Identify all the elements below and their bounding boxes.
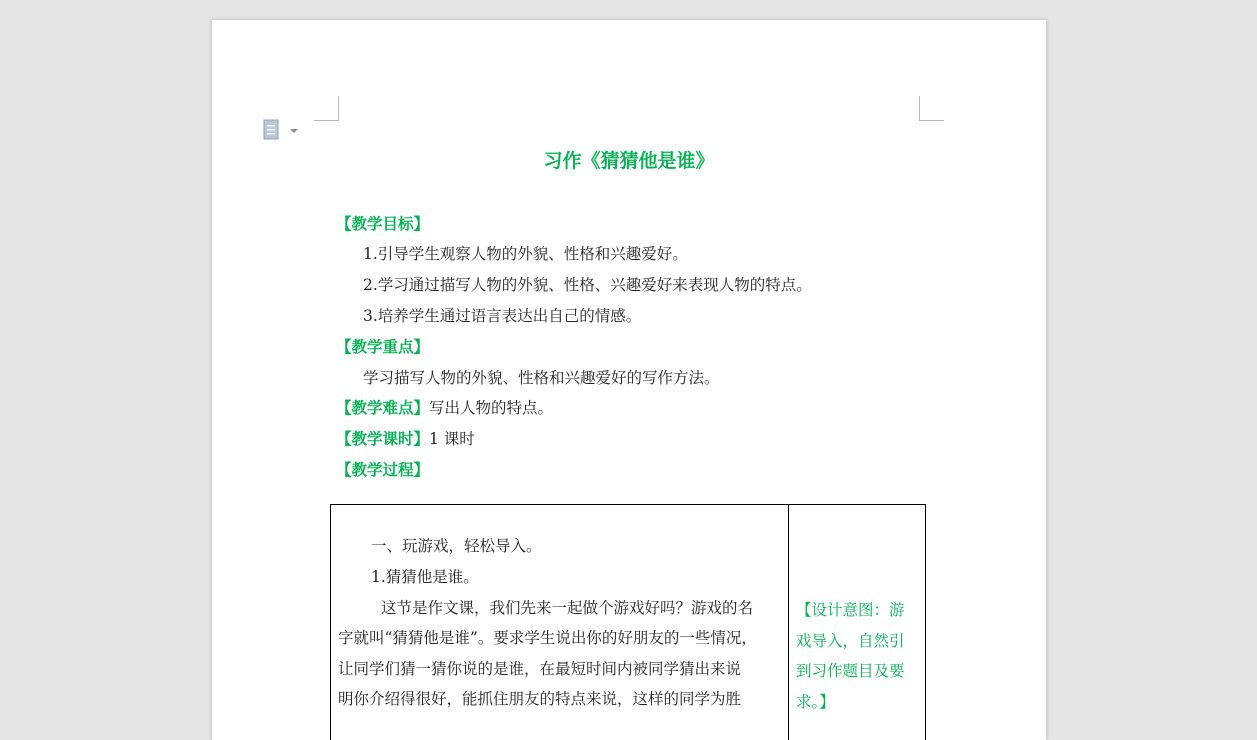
hours-heading: 【教学课时】 [336, 429, 430, 448]
design-intent-note: 【设计意图：游戏导入，自然引到习作题目及要求。】 [796, 601, 905, 711]
table-text-line: 字就叫“猜猜他是谁”。要求学生说出你的好朋友的一些情况， [338, 629, 757, 647]
paste-options-icon[interactable] [262, 118, 304, 142]
objective-item: 1.引导学生观察人物的外貌、性格和兴趣爱好。 [363, 245, 688, 263]
hours-line [336, 427, 475, 449]
margin-corner-top-right [919, 96, 944, 121]
table-text-line: 1.猜猜他是谁。 [371, 568, 479, 586]
document-page [212, 20, 1046, 740]
document-title: 习作《猜猜他是谁》 [543, 150, 715, 172]
objective-item: 3.培养学生通过语言表达出自己的情感。 [363, 307, 642, 325]
objective-item: 2.学习通过描写人物的外貌、性格、兴趣爱好来表现人物的特点。 [363, 276, 812, 294]
key-points-text: 学习描写人物的外貌、性格和兴趣爱好的写作方法。 [363, 369, 720, 387]
key-points-heading: 【教学重点】 [336, 337, 430, 356]
difficulty-text: 写出人物的特点。 [429, 399, 554, 417]
table-text-line: 明你介绍得很好，能抓住朋友的特点来说，这样的同学为胜 [338, 690, 742, 708]
hours-text: 1 课时 [429, 430, 475, 448]
table-text-line: 这节是作文课，我们先来一起做个游戏好吗？游戏的名 [381, 599, 754, 617]
difficulty-heading: 【教学难点】 [336, 398, 430, 417]
lesson-process-table [330, 504, 926, 740]
table-text-line: 让同学们猜一猜你说的是谁，在最短时间内被同学猜出来说 [338, 660, 742, 678]
difficulty-line [336, 396, 553, 418]
process-heading: 【教学过程】 [336, 460, 430, 479]
table-text-line: 一、玩游戏，轻松导入。 [371, 537, 542, 555]
objectives-heading: 【教学目标】 [336, 214, 430, 233]
table-column-divider [788, 505, 789, 740]
margin-corner-top-left [314, 96, 339, 121]
